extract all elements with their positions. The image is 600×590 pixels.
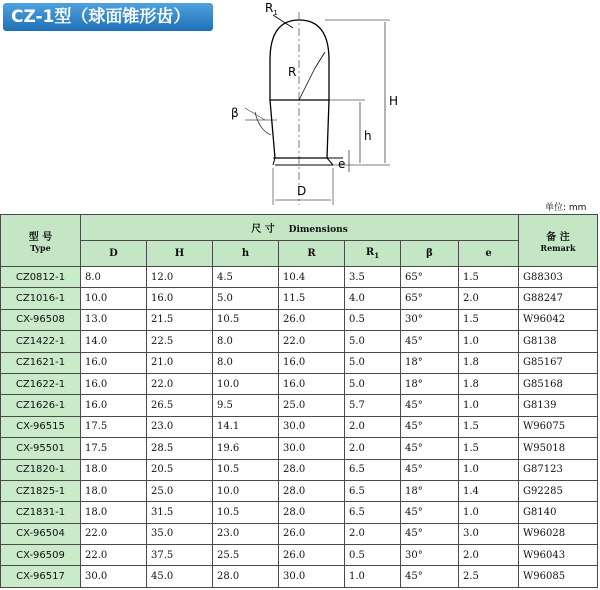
value-cell-d: 14.0 <box>81 331 147 352</box>
value-cell-d: 16.0 <box>81 373 147 394</box>
remark-cell: G87123 <box>519 459 598 480</box>
d-label: D <box>297 184 307 198</box>
value-cell-e: 1.8 <box>459 352 519 373</box>
value-cell-h: 12.0 <box>147 267 213 288</box>
remark-cell: G85168 <box>519 373 598 394</box>
table-row <box>1 288 598 309</box>
remark-cell: G85167 <box>519 352 598 373</box>
type-cell: CZ0812-1 <box>1 267 81 288</box>
value-cell-d: 22.0 <box>81 545 147 566</box>
value-cell-beta: 45° <box>401 395 459 416</box>
value-cell-h: 35.0 <box>147 523 213 544</box>
value-cell-h: 5.0 <box>213 288 279 309</box>
value-cell-e: 2.0 <box>459 288 519 309</box>
remark-cell: G92285 <box>519 480 598 501</box>
value-cell-h: 8.0 <box>213 331 279 352</box>
value-cell-h: 10.5 <box>213 309 279 330</box>
value-cell-h: 10.5 <box>213 459 279 480</box>
table-row <box>1 502 598 523</box>
value-cell-d: 13.0 <box>81 309 147 330</box>
value-cell-r1: 6.5 <box>345 459 401 480</box>
cylinder-body <box>270 100 329 158</box>
value-cell-d: 18.0 <box>81 459 147 480</box>
value-cell-d: 18.0 <box>81 502 147 523</box>
r-label: R <box>288 65 297 79</box>
value-cell-beta: 45° <box>401 502 459 523</box>
value-cell-r1: 4.0 <box>345 288 401 309</box>
col-header-e: e <box>459 241 519 267</box>
type-cell: CX-96517 <box>1 566 81 588</box>
type-cell: CX-96508 <box>1 309 81 330</box>
value-cell-d: 18.0 <box>81 480 147 501</box>
remark-cell: G8139 <box>519 395 598 416</box>
table-row <box>1 373 598 394</box>
type-cell: CZ1622-1 <box>1 373 81 394</box>
value-cell-h: 22.5 <box>147 331 213 352</box>
table-row <box>1 309 598 330</box>
value-cell-d: 17.5 <box>81 438 147 459</box>
value-cell-d: 16.0 <box>81 352 147 373</box>
value-cell-h: 8.0 <box>213 352 279 373</box>
value-cell-r1: 0.5 <box>345 309 401 330</box>
col-header-beta: β <box>401 241 459 267</box>
value-cell-r1: 1.0 <box>345 566 401 588</box>
r1-label: $R_1$ <box>265 1 278 17</box>
type-cell: CX-96509 <box>1 545 81 566</box>
remark-cell: W95018 <box>519 438 598 459</box>
type-cell: CX-96504 <box>1 523 81 544</box>
value-cell-r: 26.0 <box>279 523 345 544</box>
value-cell-r: 22.0 <box>279 331 345 352</box>
value-cell-h: 22.0 <box>147 373 213 394</box>
value-cell-e: 1.0 <box>459 502 519 523</box>
h-upper-label: H <box>389 94 399 108</box>
table-row <box>1 267 598 288</box>
value-cell-beta: 18° <box>401 373 459 394</box>
value-cell-r1: 5.7 <box>345 395 401 416</box>
value-cell-beta: 65° <box>401 288 459 309</box>
value-cell-r1: 5.0 <box>345 373 401 394</box>
type-cell: CZ1820-1 <box>1 459 81 480</box>
value-cell-r: 11.5 <box>279 288 345 309</box>
value-cell-e: 2.0 <box>459 545 519 566</box>
value-cell-r: 28.0 <box>279 459 345 480</box>
value-cell-e: 1.0 <box>459 331 519 352</box>
value-cell-r1: 3.5 <box>345 267 401 288</box>
value-cell-beta: 45° <box>401 438 459 459</box>
remark-cell: W96028 <box>519 523 598 544</box>
type-cell: CZ1016-1 <box>1 288 81 309</box>
table-row <box>1 331 598 352</box>
value-cell-h: 23.0 <box>213 523 279 544</box>
remark-cell: G88247 <box>519 288 598 309</box>
value-cell-r1: 0.5 <box>345 545 401 566</box>
remark-cell: W96085 <box>519 566 598 588</box>
value-cell-e: 1.5 <box>459 416 519 437</box>
remark-cell: G88303 <box>519 267 598 288</box>
value-cell-beta: 45° <box>401 523 459 544</box>
value-cell-r: 16.0 <box>279 373 345 394</box>
value-cell-h: 16.0 <box>147 288 213 309</box>
col-header-r: R <box>279 241 345 267</box>
e-label: e <box>338 157 346 171</box>
table-row <box>1 459 598 480</box>
col-header-d: D <box>81 241 147 267</box>
value-cell-r1: 6.5 <box>345 502 401 523</box>
value-cell-h: 37.5 <box>147 545 213 566</box>
type-cell: CZ1626-1 <box>1 395 81 416</box>
table-row <box>1 566 598 588</box>
value-cell-beta: 45° <box>401 416 459 437</box>
type-cell: CZ1831-1 <box>1 502 81 523</box>
value-cell-e: 1.5 <box>459 438 519 459</box>
value-cell-e: 1.0 <box>459 395 519 416</box>
value-cell-h: 19.6 <box>213 438 279 459</box>
table-row <box>1 545 598 566</box>
value-cell-beta: 30° <box>401 545 459 566</box>
value-cell-e: 2.5 <box>459 566 519 588</box>
value-cell-r1: 5.0 <box>345 352 401 373</box>
value-cell-d: 8.0 <box>81 267 147 288</box>
value-cell-r1: 2.0 <box>345 438 401 459</box>
remark-cell: G8138 <box>519 331 598 352</box>
value-cell-h: 4.5 <box>213 267 279 288</box>
table-row <box>1 523 598 544</box>
value-cell-h: 26.5 <box>147 395 213 416</box>
value-cell-r: 28.0 <box>279 502 345 523</box>
value-cell-r: 30.0 <box>279 566 345 588</box>
value-cell-h: 21.0 <box>147 352 213 373</box>
value-cell-h: 10.0 <box>213 480 279 501</box>
type-cell: CZ1825-1 <box>1 480 81 501</box>
value-cell-e: 1.5 <box>459 309 519 330</box>
value-cell-h: 28.5 <box>147 438 213 459</box>
col-header-r1: $R_1$ <box>345 241 401 267</box>
type-cell: CZ1422-1 <box>1 331 81 352</box>
value-cell-beta: 45° <box>401 566 459 588</box>
value-cell-h: 10.0 <box>213 373 279 394</box>
value-cell-beta: 65° <box>401 267 459 288</box>
value-cell-beta: 45° <box>401 459 459 480</box>
table-row <box>1 438 598 459</box>
value-cell-h: 10.5 <box>213 502 279 523</box>
value-cell-e: 1.4 <box>459 480 519 501</box>
dimensions-header: 尺 寸 Dimensions <box>81 215 519 241</box>
value-cell-d: 17.5 <box>81 416 147 437</box>
value-cell-r1: 5.0 <box>345 331 401 352</box>
col-header-h-upper: H <box>147 241 213 267</box>
value-cell-e: 1.8 <box>459 373 519 394</box>
spec-table <box>0 214 598 588</box>
unit-note: 单位: mm <box>545 203 587 213</box>
beta-label: β <box>231 106 239 120</box>
remark-cell: G8140 <box>519 502 598 523</box>
value-cell-h: 25.0 <box>147 480 213 501</box>
value-cell-r: 30.0 <box>279 438 345 459</box>
button-profile-diagram <box>215 0 425 210</box>
value-cell-h: 9.5 <box>213 395 279 416</box>
remark-header: 备 注 Remark <box>519 215 598 267</box>
type-cell: CZ1621-1 <box>1 352 81 373</box>
remark-cell: W96043 <box>519 545 598 566</box>
value-cell-e: 1.5 <box>459 267 519 288</box>
type-header: 型 号 Type <box>1 215 81 267</box>
value-cell-h: 45.0 <box>147 566 213 588</box>
page-title: CZ-1型（球面锥形齿） <box>3 3 213 31</box>
value-cell-d: 30.0 <box>81 566 147 588</box>
table-row <box>1 352 598 373</box>
type-cell: CX-96515 <box>1 416 81 437</box>
value-cell-h: 14.1 <box>213 416 279 437</box>
remark-cell: W96042 <box>519 309 598 330</box>
remark-cell: W96075 <box>519 416 598 437</box>
value-cell-r: 28.0 <box>279 480 345 501</box>
value-cell-h: 25.5 <box>213 545 279 566</box>
table-row <box>1 395 598 416</box>
value-cell-d: 16.0 <box>81 395 147 416</box>
value-cell-d: 22.0 <box>81 523 147 544</box>
value-cell-beta: 18° <box>401 352 459 373</box>
value-cell-h: 21.5 <box>147 309 213 330</box>
value-cell-r: 30.0 <box>279 416 345 437</box>
value-cell-r: 26.0 <box>279 545 345 566</box>
value-cell-beta: 18° <box>401 480 459 501</box>
table-row <box>1 416 598 437</box>
value-cell-h: 31.5 <box>147 502 213 523</box>
value-cell-d: 10.0 <box>81 288 147 309</box>
table-row <box>1 480 598 501</box>
value-cell-e: 3.0 <box>459 523 519 544</box>
value-cell-beta: 45° <box>401 331 459 352</box>
value-cell-r1: 2.0 <box>345 416 401 437</box>
value-cell-r1: 2.0 <box>345 523 401 544</box>
value-cell-r: 10.4 <box>279 267 345 288</box>
value-cell-h: 28.0 <box>213 566 279 588</box>
value-cell-e: 1.0 <box>459 459 519 480</box>
value-cell-r: 26.0 <box>279 309 345 330</box>
value-cell-h: 23.0 <box>147 416 213 437</box>
value-cell-r: 16.0 <box>279 352 345 373</box>
value-cell-r: 25.0 <box>279 395 345 416</box>
value-cell-h: 20.5 <box>147 459 213 480</box>
col-header-h-lower: h <box>213 241 279 267</box>
h-lower-label: h <box>364 129 372 143</box>
value-cell-beta: 30° <box>401 309 459 330</box>
value-cell-r1: 6.5 <box>345 480 401 501</box>
type-cell: CX-95501 <box>1 438 81 459</box>
